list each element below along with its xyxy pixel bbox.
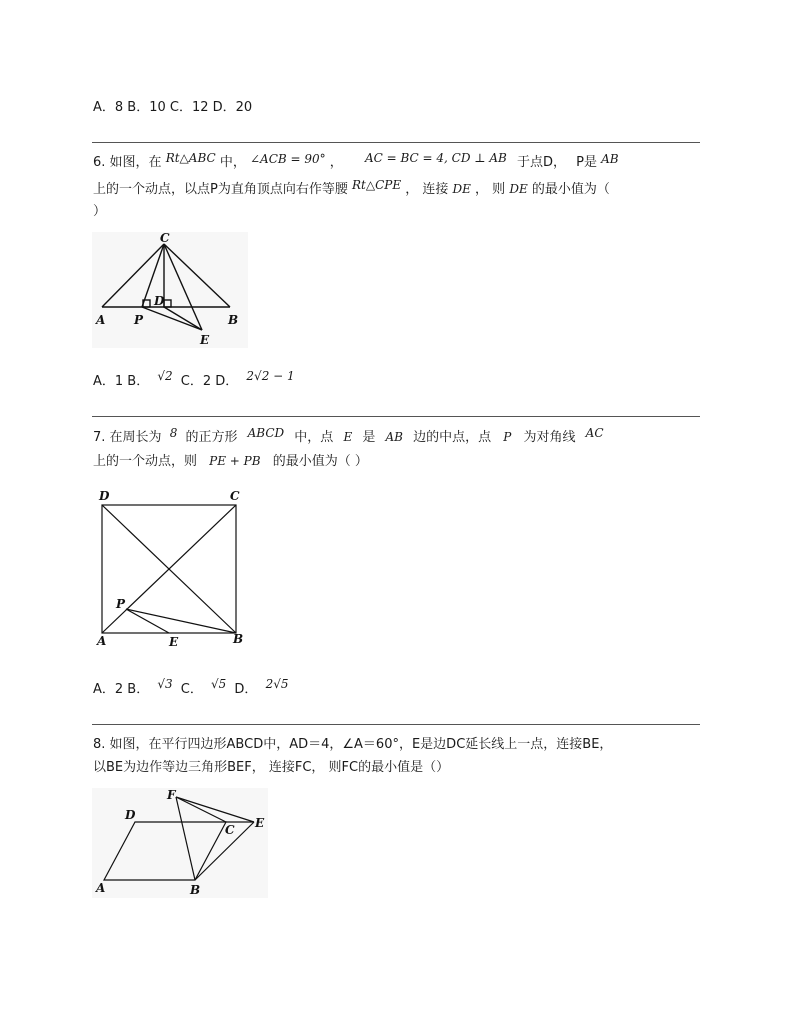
q7-option-b: √3 [157,677,173,691]
segment-pb [126,609,236,633]
q7-option-c: √5 [211,677,227,691]
label-b: B [228,313,239,327]
label-e: E [169,635,179,649]
divider-2 [92,416,700,417]
q6-text: 中， [219,155,246,170]
q6-text: ， 则 [475,182,506,197]
q6-text: 于点D， [517,155,567,170]
q7-e: E [343,430,353,444]
q6-option-d: 2√2 − 1 [246,369,295,383]
q6-line-3: ） [93,204,107,219]
label-c: C [225,823,235,837]
q7-text: 中，点 [294,430,334,445]
label-p: P [134,313,144,327]
q6-condition: AC = BC = 4, CD ⊥ AB [364,151,507,165]
q7-text: 7. 在周长为 [93,430,162,445]
q6-rt-cpe: Rt△CPE [351,178,402,192]
label-c: C [160,231,170,245]
q6-option-b: √2 [157,369,173,383]
q7-option-text: C． [180,682,203,697]
q6-de: DE [452,182,471,196]
q8-line-1: 8. 如图，在平行四边形ABCD中，AD＝4，∠A＝60°，E是边DC延长线上一点，连接BE， [93,737,613,752]
q6-text: ， 连接 [405,182,449,197]
q6-text: 上的一个动点，以点P为直角顶点向右作等腰 [93,182,348,197]
label-c: C [230,489,240,503]
q7-line-2 [93,450,368,469]
q5-options: A．8 B．10 C．12 D．20 [93,100,253,115]
q6-text: 6. 如图，在 [93,155,162,170]
q7-option-d: 2√5 [265,677,289,691]
q7-figure [92,487,252,652]
label-d: D [154,294,165,308]
q6-option-text: C．2 D． [180,374,239,389]
q7-ab: AB [385,430,403,444]
q7-ac: AC [585,426,604,440]
q6-ab: AB [601,152,619,166]
q8-figure [92,788,268,898]
q8-line-2: 以BE为边作等边三角形BEF， 连接FC， 则FC的最小值是（） [93,760,450,775]
label-p: P [116,597,126,611]
q7-text: 上的一个动点，则 [93,454,198,469]
q6-rt-abc: Rt△ABC [165,151,216,165]
q6-text: 的最小值为（ [531,182,610,197]
label-b: B [233,632,244,646]
label-a: A [97,634,107,648]
q6-line-2 [93,178,610,197]
q7-text: 为对角线 [523,430,576,445]
q6-options [93,370,295,389]
label-a: A [96,313,106,327]
q6-de: DE [509,182,528,196]
label-e: E [255,816,265,830]
q7-text: 是 [362,430,376,445]
label-d: D [99,489,110,503]
q7-line-1 [93,426,604,445]
segment-pe [126,609,169,633]
label-b: B [190,883,201,897]
q7-p: P [503,430,512,444]
q6-figure [92,232,248,348]
q7-perimeter: 8 [169,426,178,440]
q7-option-text: D． [234,682,258,697]
q6-option-text: A．1 B． [93,374,150,389]
q7-abcd: ABCD [247,426,285,440]
label-d: D [125,808,136,822]
q7-text: 的最小值为（ ） [272,454,368,469]
divider-3 [92,724,700,725]
q6-angle: ∠ACB = 90° [249,152,326,166]
figure-background [92,788,268,898]
label-a: A [96,881,106,895]
q7-expression: PE + PB [209,454,261,468]
q7-options [93,678,289,697]
q6-text: ， [329,155,343,170]
q6-line-1 [93,151,619,170]
q7-text: 边的中点，点 [413,430,492,445]
q7-option-text: A．2 B． [93,682,150,697]
divider-1 [92,142,700,143]
q6-text: P是 [576,155,597,170]
q7-text: 的正方形 [185,430,238,445]
label-f: F [167,788,176,802]
label-e: E [200,333,210,347]
